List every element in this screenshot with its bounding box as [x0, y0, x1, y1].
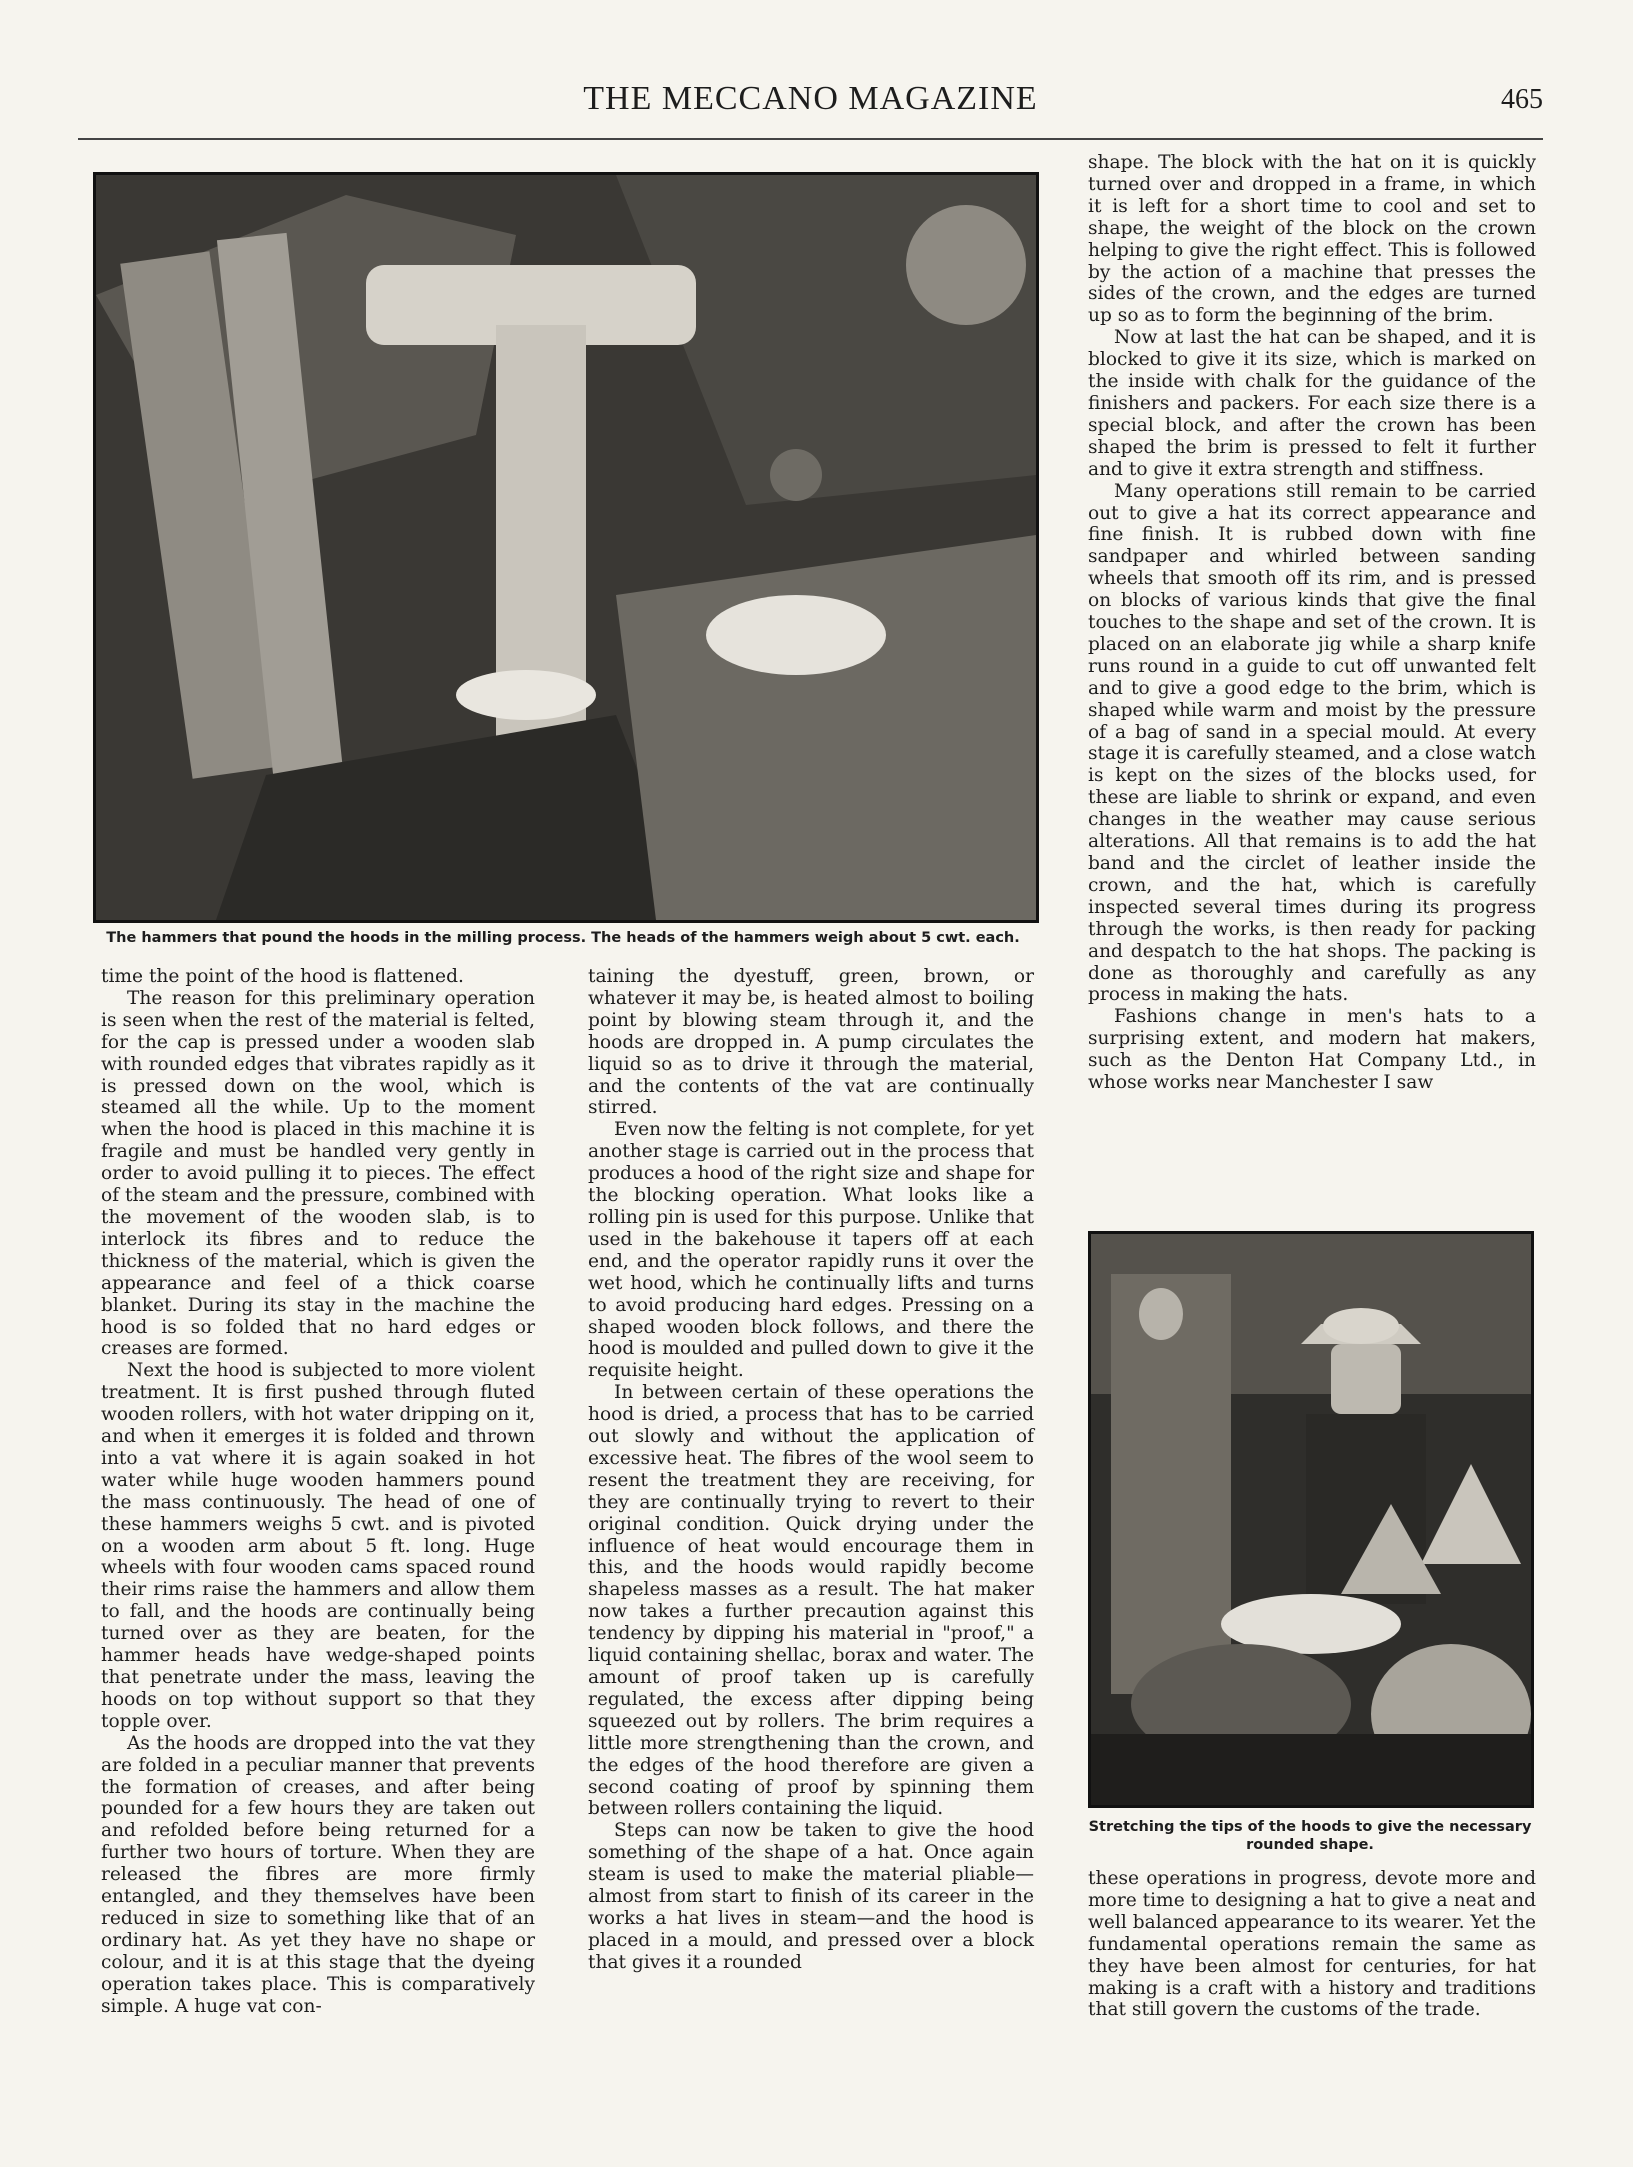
page-header [78, 80, 1543, 140]
milling-hammers-photo [93, 172, 1039, 923]
paragraph: these operations in progress, devote more and more time to designing a hat to give a neat and well balanced appearance to its wearer. Yet the fundamental operations remain the same as they have been almost for centuries, for hat making is a craft with a history and traditions that still govern the customs of the trade. [1088, 1868, 1536, 2021]
paragraph: Even now the felting is not complete, for yet another stage is carried out in the process that produces a hood of the right size and shape for the blocking operation. What looks like a rolling pin is used for this purpose. Unlike that used in the bakehouse it tapers off at each end, and the operator rapidly runs it over the wet hood, which he continually lifts and turns to avoid producing hard edges. Pressing on a shaped wooden block follows, and there the hood is moulded and pulled down to give it the requisite height. [588, 1119, 1034, 1382]
paragraph: Steps can now be taken to give the hood something of the shape of a hat. Once again steam is used to make the material pliable—almost from start to finish of its career in the works a hat lives in steam—and the hood is placed in a mould, and pressed over a block that gives it a rounded [588, 1820, 1034, 1973]
paragraph: The reason for this preliminary operation is seen when the rest of the material is felted, for the cap is pressed under a wooden slab with rounded edges that vibrates rapidly as it is pressed down on the wool, which is steamed all the while. Up to the moment when the hood is placed in this machine it is fragile and must be handled very gently in order to avoid pulling it to pieces. The effect of the steam and the pressure, combined with the movement of the wooden slab, is to interlock its fibres and to reduce the thickness of the material, which is given the appearance and feel of a thick coarse blanket. During its stay in the machine the hood is so folded that no hard edges or creases are formed. [101, 987, 535, 1360]
article-column-2 [588, 966, 1034, 1974]
milling-hammers-illustration [96, 175, 1036, 920]
page-number: 465 [1501, 84, 1543, 115]
figure-1-caption: The hammers that pound the hoods in the milling process. The heads of the hammers weigh about 5 cwt. each. [106, 930, 1020, 946]
paragraph: Now at last the hat can be shaped, and it is blocked to give it its size, which is marked on the inside with chalk for the guidance of the finishers and packers. For each size there is a special block, and after the crown has been shaped the brim is pressed to felt it further and to give it extra strength and stiffness. [1088, 327, 1536, 480]
paragraph: Many operations still remain to be carried out to give a hat its correct appearance and fine finish. It is rubbed down with fine sandpaper and whirled between sanding wheels that smooth off its rim, and is pressed on blocks of various kinds that give the final touches to the shape and set of the crown. It is placed on an elaborate jig while a sharp knife runs round in a guide to cut off unwanted felt and to give a good edge to the brim, which is shaped while warm and moist by the pressure of a bag of sand in a special mould. At every stage it is carefully steamed, and a close watch is kept on the sizes of the blocks used, for these are liable to shrink or expand, and even changes in the weather may cause serious alterations. All that remains is to add the hat band and the circlet of leather inside the crown, and the hat, which is carefully inspected several times during its progress through the works, is then ready for packing and despatch to the hat shops. The packing is done as thoroughly and carefully as any process in making the hats. [1088, 480, 1536, 1006]
hood-stretching-illustration [1091, 1234, 1531, 1805]
hood-stretching-photo [1088, 1231, 1534, 1808]
paragraph: Fashions change in men's hats to a surprising extent, and modern hat makers, such as the Denton Hat Company Ltd., in whose works near Manchester I saw [1088, 1006, 1536, 1094]
paragraph: In between certain of these operations the hood is dried, a process that has to be carried out slowly and without the application of excessive heat. The fibres of the wool seem to resent the treatment they are receiving, for they are continually trying to revert to their original condition. Quick drying under the influence of heat would encourage them in this, and the hoods would rapidly become shapeless masses as a result. The hat maker now takes a further precaution against this tendency by dipping his material in "proof," a liquid containing shellac, borax and water. The amount of proof taken up is carefully regulated, the excess after dipping being squeezed out by rollers. The brim requires a little more strengthening than the crown, and the edges of the hood therefore are given a second coating of proof by spinning them between rollers containing the liquid. [588, 1382, 1034, 1820]
paragraph: taining the dyestuff, green, brown, or whatever it may be, is heated almost to boiling point by blowing steam through it, and the hoods are dropped in. A pump circulates the liquid so as to drive it through the material, and the contents of the vat are continually stirred. [588, 966, 1034, 1119]
article-column-3-top [1088, 152, 1536, 1094]
paragraph: As the hoods are dropped into the vat they are folded in a peculiar manner that prevents the formation of creases, and after being pounded for a few hours they are taken out and refolded before being returned for a further two hours of torture. When they are released the fibres are more firmly entangled, and they themselves have been reduced in size to something like that of an ordinary hat. As yet they have no shape or colour, and it is at this stage that the dyeing operation takes place. This is comparatively simple. A huge vat con- [101, 1732, 535, 2017]
paragraph: Next the hood is subjected to more violent treatment. It is first pushed through fluted wooden rollers, with hot water dripping on it, and when it emerges it is folded and thrown into a vat where it is again soaked in hot water while huge wooden hammers pound the mass continuously. The head of one of these hammers weighs 5 cwt. and is pivoted on a wooden arm about 5 ft. long. Huge wheels with four wooden cams spaced round their rims raise the hammers and allow them to fall, and the hoods are continually being turned over as they are beaten, for the hammer heads have wedge-shaped points that penetrate under the mass, leaving the hoods on top without support so that they topple over. [101, 1360, 535, 1732]
magazine-title: THE MECCANO MAGAZINE [583, 80, 1038, 117]
article-column-1 [101, 966, 535, 2018]
header-rule [78, 138, 1543, 140]
paragraph: time the point of the hood is flattened. [101, 966, 464, 987]
article-column-3-bottom [1088, 1868, 1536, 2021]
figure-2-caption: Stretching the tips of the hoods to give the necessary rounded shape. [1088, 1819, 1532, 1853]
paragraph: shape. The block with the hat on it is quickly turned over and dropped in a frame, in which it is left for a short time to cool and set to shape, the weight of the block on the crown helping to give the right effect. This is followed by the action of a machine that presses the sides of the crown, and the edges are turned up so as to form the beginning of the brim. [1088, 152, 1536, 327]
